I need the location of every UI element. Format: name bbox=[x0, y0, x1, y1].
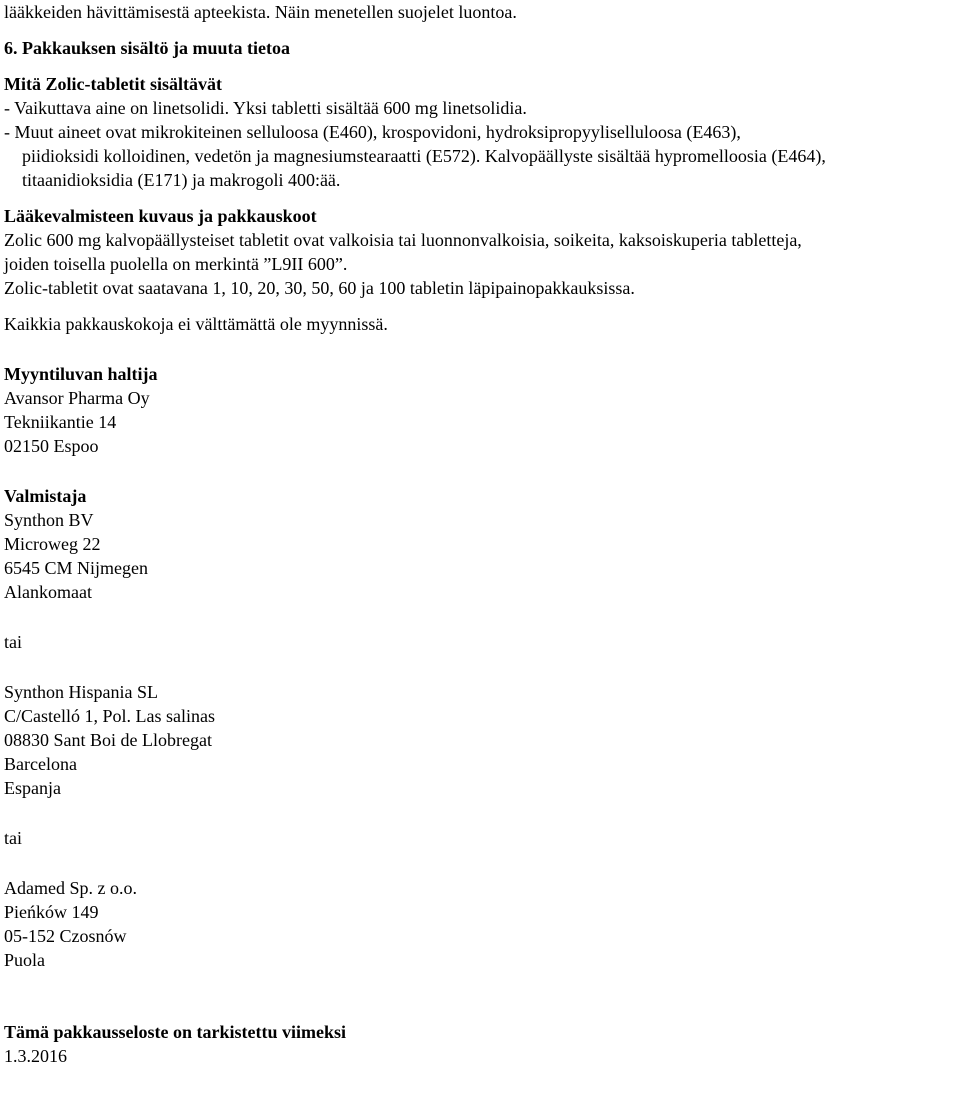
section-heading: 6. Pakkauksen sisältö ja muuta tietoa bbox=[4, 38, 291, 58]
holder-city: 02150 Espoo bbox=[4, 436, 99, 456]
description-line-2: joiden toisella puolella on merkintä ”L9II 600”. bbox=[4, 254, 348, 274]
manufacturer-1-name: Synthon BV bbox=[4, 510, 94, 530]
other-ingredients-line-1: - Muut aineet ovat mikrokiteinen selluloosa (E460), krospovidoni, hydroksipropyyliselluloosa (E463), bbox=[4, 122, 741, 142]
or-separator-1: tai bbox=[4, 632, 22, 652]
manufacturer-section bbox=[4, 484, 956, 972]
manufacturer-2-postal: 08830 Sant Boi de Llobregat bbox=[4, 730, 212, 750]
revision-heading: Tämä pakkausseloste on tarkistettu viimeksi bbox=[4, 1022, 347, 1042]
active-ingredient-line: - Vaikuttava aine on linetsolidi. Yksi tabletti sisältää 600 mg linetsolidia. bbox=[4, 98, 527, 118]
manufacturer-3-country: Puola bbox=[4, 950, 46, 970]
pack-size-note: Kaikkia pakkauskokoja ei välttämättä ole myynnissä. bbox=[4, 314, 388, 334]
manufacturer-2-name: Synthon Hispania SL bbox=[4, 682, 159, 702]
revision-section bbox=[4, 1020, 956, 1068]
intro-line: lääkkeiden hävittämisestä apteekista. Näin menetellen suojelet luontoa. bbox=[4, 2, 517, 22]
description-line-1: Zolic 600 mg kalvopäällysteiset tabletit ovat valkoisia tai luonnonvalkoisia, soikeita, kaksoiskuperia tabletteja, bbox=[4, 230, 802, 250]
revision-date: 1.3.2016 bbox=[4, 1046, 67, 1066]
manufacturer-heading: Valmistaja bbox=[4, 486, 87, 506]
manufacturer-3-city: 05-152 Czosnów bbox=[4, 926, 127, 946]
or-separator-2: tai bbox=[4, 828, 22, 848]
holder-heading: Myyntiluvan haltija bbox=[4, 364, 158, 384]
manufacturer-3-street: Pieńków 149 bbox=[4, 902, 99, 922]
description-heading: Lääkevalmisteen kuvaus ja pakkauskoot bbox=[4, 206, 317, 226]
manufacturer-2-city: Barcelona bbox=[4, 754, 77, 774]
other-ingredients-line-3: titaanidioksidia (E171) ja makrogoli 400:ää. bbox=[22, 170, 341, 190]
leaflet-page bbox=[4, 0, 956, 1068]
manufacturer-2-country: Espanja bbox=[4, 778, 61, 798]
manufacturer-1-city: 6545 CM Nijmegen bbox=[4, 558, 148, 578]
contents-heading: Mitä Zolic-tabletit sisältävät bbox=[4, 74, 222, 94]
other-ingredients-line-2: piidioksidi kolloidinen, vedetön ja magnesiumstearaatti (E572). Kalvopäällyste sisältää hypromelloosia (E464), bbox=[22, 146, 826, 166]
manufacturer-2-street: C/Castelló 1, Pol. Las salinas bbox=[4, 706, 215, 726]
manufacturer-1-country: Alankomaat bbox=[4, 582, 92, 602]
holder-name: Avansor Pharma Oy bbox=[4, 388, 150, 408]
holder-street: Tekniikantie 14 bbox=[4, 412, 117, 432]
manufacturer-1-street: Microweg 22 bbox=[4, 534, 101, 554]
holder-section bbox=[4, 362, 956, 458]
manufacturer-3-name: Adamed Sp. z o.o. bbox=[4, 878, 137, 898]
description-line-3: Zolic-tabletit ovat saatavana 1, 10, 20, 30, 50, 60 ja 100 tabletin läpipainopakkauksissa. bbox=[4, 278, 635, 298]
contents-section bbox=[4, 72, 956, 192]
description-section bbox=[4, 204, 956, 336]
